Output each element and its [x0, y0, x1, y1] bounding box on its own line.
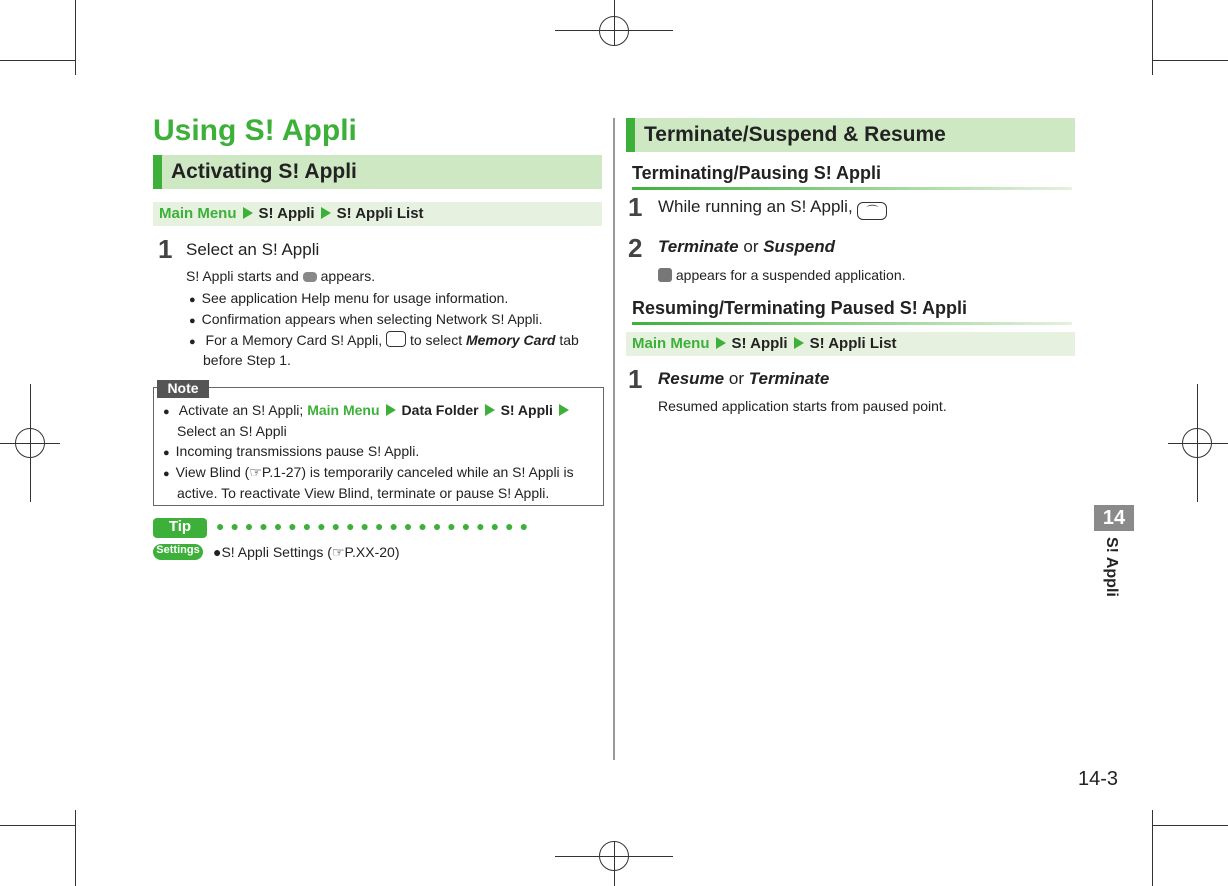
tip-label: Tip	[153, 518, 207, 538]
step-number: 1	[158, 234, 173, 264]
crop-mark	[1152, 810, 1153, 886]
menu-item: S! Appli	[731, 335, 788, 352]
registration-mark	[1182, 428, 1212, 458]
step-text: Terminate or Suspend	[658, 237, 836, 256]
step-number: 1	[628, 192, 643, 222]
column-divider	[613, 118, 615, 760]
crop-mark	[0, 60, 75, 61]
step-number: 1	[628, 364, 643, 394]
menu-path	[626, 332, 1075, 356]
arrow-right-icon	[794, 337, 804, 349]
menu-path	[153, 202, 602, 226]
crop-mark	[1152, 60, 1228, 61]
note-continuation: Select an S! Appli	[177, 423, 287, 439]
main-menu-label: Main Menu	[632, 335, 710, 352]
step-description: Resumed application starts from paused point.	[658, 398, 947, 414]
crop-mark	[0, 825, 75, 826]
chapter-number: 14	[1094, 505, 1134, 531]
note-item: ● View Blind (☞P.1-27) is temporarily canceled while an S! Appli is	[163, 464, 574, 481]
subsection-header: Resuming/Terminating Paused S! Appli	[632, 298, 1072, 325]
crop-mark	[1152, 825, 1228, 826]
step-text: While running an S! Appli, ⌒	[658, 197, 887, 220]
section-title: Terminate/Suspend & Resume	[644, 123, 946, 146]
arrow-right-icon	[321, 207, 331, 219]
crop-mark	[75, 810, 76, 886]
bullet-continuation: before Step 1.	[203, 352, 291, 368]
registration-mark	[599, 16, 629, 46]
crop-mark	[1152, 0, 1153, 75]
menu-item: S! Appli	[258, 205, 315, 222]
tip-dots: ●●●●●●●●●●●●●●●●●●●●●●	[216, 518, 535, 534]
game-controller-icon	[303, 272, 317, 282]
end-call-key-icon: ⌒	[857, 202, 887, 220]
bullet-item: ● Confirmation appears when selecting Network S! Appli.	[189, 311, 543, 327]
menu-item: S! Appli List	[809, 335, 897, 352]
registration-mark	[15, 428, 45, 458]
arrow-right-icon	[716, 337, 726, 349]
step-text: Select an S! Appli	[186, 240, 320, 259]
section-title: Activating S! Appli	[171, 160, 357, 183]
arrow-right-icon	[243, 207, 253, 219]
chapter-label: S! Appli	[1103, 537, 1120, 597]
note-item: ● Activate an S! Appli; Main Menu Data Folder S! Appli	[163, 402, 575, 418]
settings-label: Settings	[153, 544, 203, 560]
bullet-item: ● For a Memory Card S! Appli, to select Memory Card tab	[189, 331, 579, 348]
arrow-right-icon	[559, 404, 569, 416]
step-description: appears for a suspended application.	[658, 267, 906, 283]
step-number: 2	[628, 233, 643, 263]
note-item: ● Incoming transmissions pause S! Appli.	[163, 443, 419, 459]
step-description: S! Appli starts and appears.	[186, 268, 376, 284]
suspended-app-icon	[658, 268, 672, 282]
subsection-header: Terminating/Pausing S! Appli	[632, 163, 1072, 190]
arrow-right-icon	[485, 404, 495, 416]
side-key-icon	[386, 331, 406, 347]
note-continuation: active. To reactivate View Blind, terminate or pause S! Appli.	[177, 485, 550, 501]
section-header	[153, 155, 602, 189]
page-number: 14-3	[1078, 768, 1119, 790]
crop-mark	[75, 0, 76, 75]
bullet-item: ● See application Help menu for usage information.	[189, 290, 508, 306]
menu-item: S! Appli List	[336, 205, 424, 222]
tip-text: ●S! Appli Settings (☞P.XX-20)	[213, 544, 400, 560]
main-menu-label: Main Menu	[159, 205, 237, 222]
page-title: Using S! Appli	[153, 114, 357, 147]
note-label: Note	[157, 380, 209, 398]
section-header	[626, 118, 1075, 152]
registration-mark	[599, 841, 629, 871]
arrow-right-icon	[386, 404, 396, 416]
step-text: Resume or Terminate	[658, 369, 830, 388]
